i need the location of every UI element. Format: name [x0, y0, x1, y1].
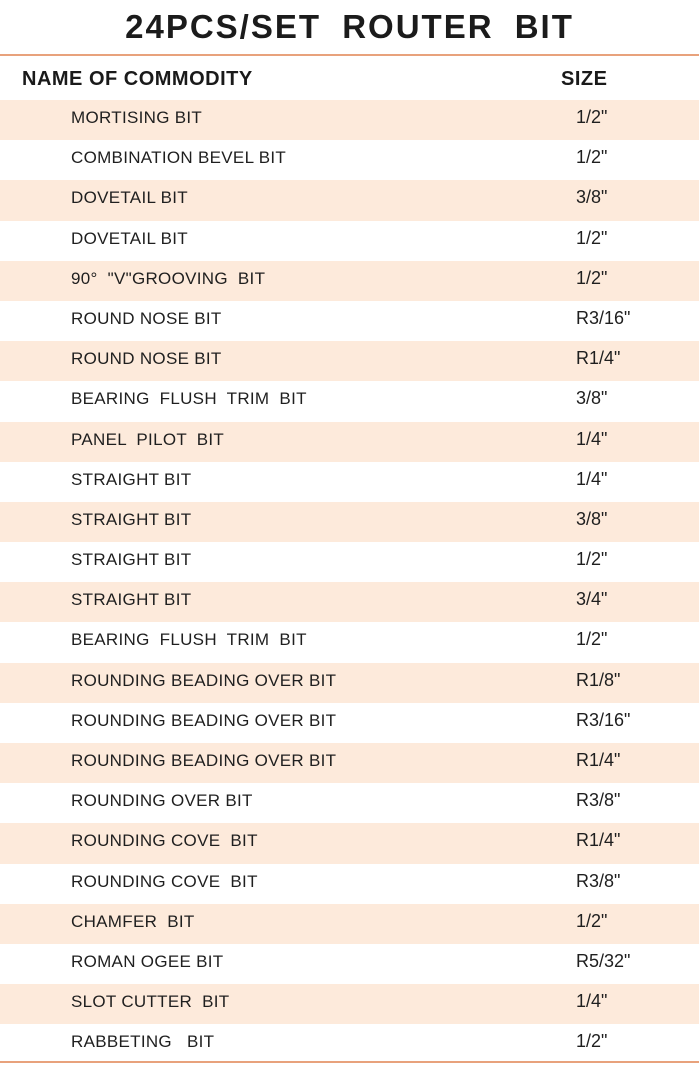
commodity-name: BEARING FLUSH TRIM BIT [71, 630, 307, 650]
commodity-size: 3/4" [576, 589, 608, 610]
table-row [0, 783, 699, 823]
table-row [0, 663, 699, 703]
commodity-name: ROUNDING COVE BIT [71, 871, 258, 891]
table-row [0, 864, 699, 904]
commodity-name: 90° "V"GROOVING BIT [71, 268, 266, 288]
table-row [0, 422, 699, 462]
table-row [0, 341, 699, 381]
commodity-size: 1/2" [576, 147, 608, 168]
table-row [0, 261, 699, 301]
commodity-size: 3/8" [576, 388, 608, 409]
table-row [0, 180, 699, 220]
commodity-name: STRAIGHT BIT [71, 550, 192, 570]
commodity-size: R3/8" [576, 870, 621, 891]
table-row [0, 100, 699, 140]
commodity-name: PANEL PILOT BIT [71, 429, 225, 449]
commodity-name: STRAIGHT BIT [71, 509, 192, 529]
table-row [0, 622, 699, 662]
commodity-size: 1/4" [576, 428, 608, 449]
commodity-size: 1/4" [576, 991, 608, 1012]
commodity-size: 1/4" [576, 468, 608, 489]
commodity-size: R3/8" [576, 790, 621, 811]
commodity-size: R1/4" [576, 348, 621, 369]
header-size: SIZE [561, 68, 608, 90]
commodity-name: ROUNDING BEADING OVER BIT [71, 751, 337, 770]
table-row [0, 381, 699, 421]
commodity-name: STRAIGHT BIT [71, 590, 192, 610]
commodity-size: R1/4" [576, 830, 621, 851]
commodity-name: RABBETING BIT [71, 1032, 215, 1052]
commodity-size: 1/2" [576, 549, 608, 570]
table-header [0, 58, 699, 100]
table-row [0, 743, 699, 783]
table-row [0, 542, 699, 582]
commodity-name: ROUNDING BEADING OVER BIT [71, 670, 337, 690]
commodity-name: COMBINATION BEVEL BIT [71, 148, 287, 168]
table-row [0, 140, 699, 180]
commodity-name: ROMAN OGEE BIT [71, 951, 224, 971]
table-row [0, 904, 699, 944]
commodity-name: DOVETAIL BIT [71, 228, 188, 248]
commodity-name: STRAIGHT BIT [71, 469, 192, 489]
table-row [0, 502, 699, 542]
table-row [0, 984, 699, 1024]
table-row [0, 703, 699, 743]
table-row [0, 944, 699, 984]
commodity-size: 3/8" [576, 508, 608, 529]
commodity-size: R5/32" [576, 950, 631, 971]
table-row [0, 301, 699, 341]
commodity-name: ROUND NOSE BIT [71, 308, 222, 328]
commodity-name: ROUNDING OVER BIT [71, 791, 253, 811]
commodity-size: R3/16" [576, 709, 631, 730]
commodity-size: 1/2" [576, 910, 608, 931]
commodity-name: DOVETAIL BIT [71, 188, 188, 208]
commodity-size: 3/8" [576, 187, 608, 208]
bottom-divider [0, 1061, 699, 1063]
page-title: 24PCS/SET ROUTER BIT [125, 8, 574, 45]
commodity-size: R1/8" [576, 669, 621, 690]
commodity-size: R1/4" [576, 750, 621, 770]
table-row [0, 582, 699, 622]
commodity-name: ROUNDING BEADING OVER BIT [71, 710, 337, 730]
commodity-size: 1/2" [576, 1031, 608, 1052]
commodity-table [0, 100, 699, 1065]
table-row [0, 823, 699, 863]
table-row [0, 1024, 699, 1064]
commodity-name: BEARING FLUSH TRIM BIT [71, 389, 307, 409]
table-row [0, 221, 699, 261]
table-row [0, 462, 699, 502]
commodity-name: SLOT CUTTER BIT [71, 992, 230, 1012]
top-divider [0, 54, 699, 56]
commodity-size: 1/2" [576, 267, 608, 288]
commodity-name: MORTISING BIT [71, 108, 203, 127]
commodity-name: ROUNDING COVE BIT [71, 831, 258, 851]
commodity-size: 1/2" [576, 629, 608, 650]
commodity-size: R3/16" [576, 307, 631, 328]
commodity-name: ROUND NOSE BIT [71, 349, 222, 369]
header-name-of-commodity: NAME OF COMMODITY [22, 68, 253, 90]
commodity-size: 1/2" [576, 107, 608, 127]
commodity-size: 1/2" [576, 227, 608, 248]
commodity-name: CHAMFER BIT [71, 911, 195, 931]
